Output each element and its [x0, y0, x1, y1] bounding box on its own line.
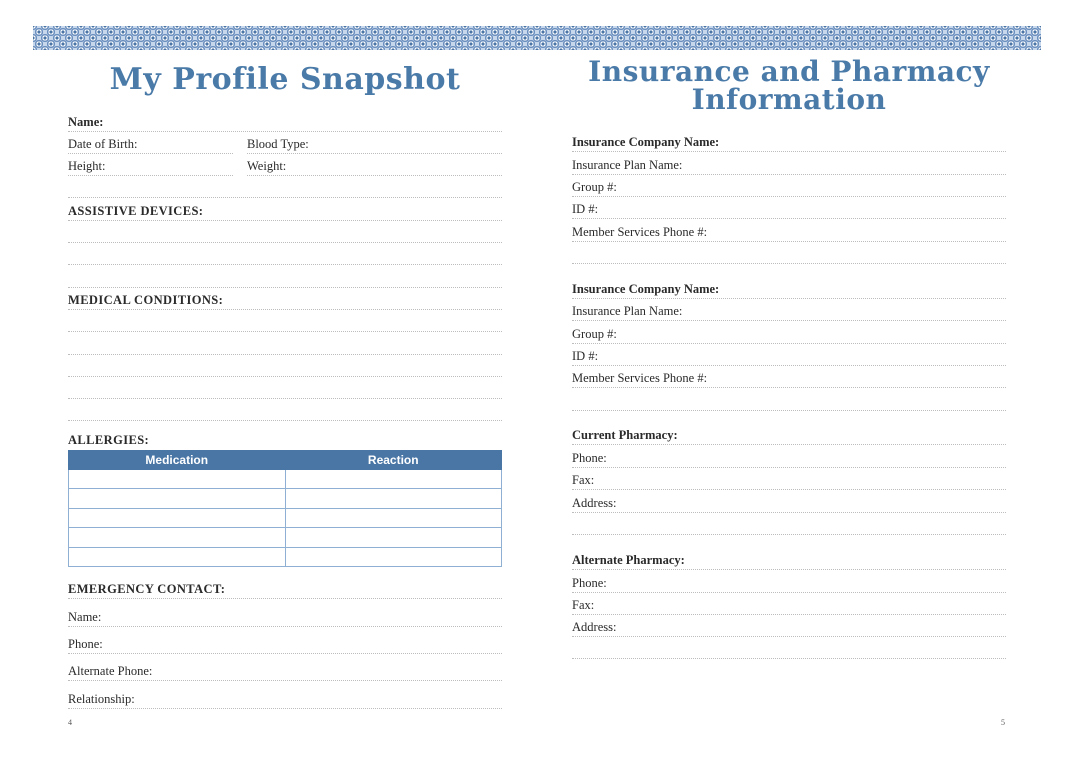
medical-conditions-line[interactable] [68, 403, 502, 421]
medication-cell[interactable] [69, 508, 286, 527]
blood-type-field[interactable] [247, 136, 502, 154]
ec-relationship-label: Relationship: [68, 692, 138, 706]
ec-phone-field[interactable] [68, 636, 502, 654]
assistive-devices-label: ASSISTIVE DEVICES: [68, 204, 206, 218]
table-row [69, 547, 502, 566]
ec-alt-phone-field[interactable] [68, 663, 502, 681]
address-label: Address: [572, 620, 619, 634]
alternate-pharmacy-fax-field[interactable] [572, 597, 1006, 615]
assistive-devices-field[interactable] [68, 203, 502, 221]
dob-label: Date of Birth: [68, 137, 140, 151]
page-number-right: 5 [1001, 718, 1005, 727]
ec-phone-label: Phone: [68, 637, 106, 651]
medical-conditions-field[interactable] [68, 292, 502, 310]
fax-label: Fax: [572, 598, 597, 612]
insurance-1-group-field[interactable] [572, 179, 1006, 197]
blank-line[interactable] [572, 246, 1006, 264]
insurance-1-plan-field[interactable] [572, 157, 1006, 175]
height-label: Height: [68, 159, 109, 173]
id-label: ID #: [572, 202, 601, 216]
id-label: ID #: [572, 349, 601, 363]
ec-alt-phone-label: Alternate Phone: [68, 664, 155, 678]
insurance-1-company-field[interactable] [572, 134, 1006, 152]
phone-label: Phone: [572, 576, 610, 590]
reaction-cell[interactable] [285, 470, 502, 489]
member-phone-label: Member Services Phone #: [572, 371, 710, 385]
weight-field[interactable] [247, 158, 502, 176]
alternate-pharmacy-field[interactable] [572, 552, 1006, 570]
insurance-company-label: Insurance Company Name: [572, 135, 722, 149]
reaction-column-header: Reaction [285, 451, 502, 470]
name-label: Name: [68, 115, 106, 129]
medical-conditions-line[interactable] [68, 337, 502, 355]
group-label: Group #: [572, 327, 620, 341]
current-pharmacy-fax-field[interactable] [572, 472, 1006, 490]
weight-label: Weight: [247, 159, 289, 173]
phone-label: Phone: [572, 451, 610, 465]
insurance-plan-label: Insurance Plan Name: [572, 158, 685, 172]
insurance-1-id-field[interactable] [572, 201, 1006, 219]
page-number-left: 4 [68, 718, 72, 727]
height-field[interactable] [68, 158, 233, 176]
insurance-2-company-field[interactable] [572, 281, 1006, 299]
alternate-pharmacy-label: Alternate Pharmacy: [572, 553, 688, 567]
emergency-contact-field[interactable] [68, 581, 502, 599]
current-pharmacy-phone-field[interactable] [572, 450, 1006, 468]
profile-title: My Profile Snapshot [109, 62, 461, 97]
current-pharmacy-field[interactable] [572, 427, 1006, 445]
blank-line[interactable] [572, 393, 1006, 411]
table-row [69, 489, 502, 508]
current-pharmacy-address-field[interactable] [572, 495, 1006, 513]
alternate-pharmacy-phone-field[interactable] [572, 575, 1006, 593]
medication-column-header: Medication [69, 451, 286, 470]
name-field[interactable] [68, 114, 502, 132]
reaction-cell[interactable] [285, 528, 502, 547]
medication-cell[interactable] [69, 547, 286, 566]
member-phone-label: Member Services Phone #: [572, 225, 710, 239]
insurance-plan-label: Insurance Plan Name: [572, 304, 685, 318]
allergies-label: ALLERGIES: [68, 433, 150, 447]
reaction-cell[interactable] [285, 489, 502, 508]
insurance-2-id-field[interactable] [572, 348, 1006, 366]
blank-line[interactable] [68, 180, 502, 198]
allergies-table [68, 450, 502, 567]
dob-field[interactable] [68, 136, 233, 154]
group-label: Group #: [572, 180, 620, 194]
current-pharmacy-label: Current Pharmacy: [572, 428, 681, 442]
insurance-2-group-field[interactable] [572, 326, 1006, 344]
blank-line[interactable] [572, 641, 1006, 659]
insurance-1-member-phone-field[interactable] [572, 224, 1006, 242]
fax-label: Fax: [572, 473, 597, 487]
medication-cell[interactable] [69, 528, 286, 547]
table-row [69, 528, 502, 547]
insurance-title: Insurance and Pharmacy Information [588, 55, 990, 116]
ec-name-label: Name: [68, 610, 104, 624]
insurance-company-label: Insurance Company Name: [572, 282, 722, 296]
reaction-cell[interactable] [285, 508, 502, 527]
medication-cell[interactable] [69, 470, 286, 489]
medical-conditions-line[interactable] [68, 314, 502, 332]
table-row [69, 470, 502, 489]
assistive-devices-line[interactable] [68, 247, 502, 265]
blood-type-label: Blood Type: [247, 137, 312, 151]
table-row [69, 508, 502, 527]
alternate-pharmacy-address-field[interactable] [572, 619, 1006, 637]
blank-line[interactable] [572, 517, 1006, 535]
address-label: Address: [572, 496, 619, 510]
decorative-banner [33, 26, 1041, 50]
emergency-contact-label: EMERGENCY CONTACT: [68, 582, 228, 596]
medical-conditions-label: MEDICAL CONDITIONS: [68, 293, 226, 307]
insurance-2-plan-field[interactable] [572, 303, 1006, 321]
insurance-2-member-phone-field[interactable] [572, 370, 1006, 388]
assistive-devices-line[interactable] [68, 225, 502, 243]
ec-name-field[interactable] [68, 609, 502, 627]
ec-relationship-field[interactable] [68, 691, 502, 709]
medication-cell[interactable] [69, 489, 286, 508]
medical-conditions-line[interactable] [68, 381, 502, 399]
medical-conditions-line[interactable] [68, 359, 502, 377]
reaction-cell[interactable] [285, 547, 502, 566]
assistive-devices-line[interactable] [68, 270, 502, 288]
